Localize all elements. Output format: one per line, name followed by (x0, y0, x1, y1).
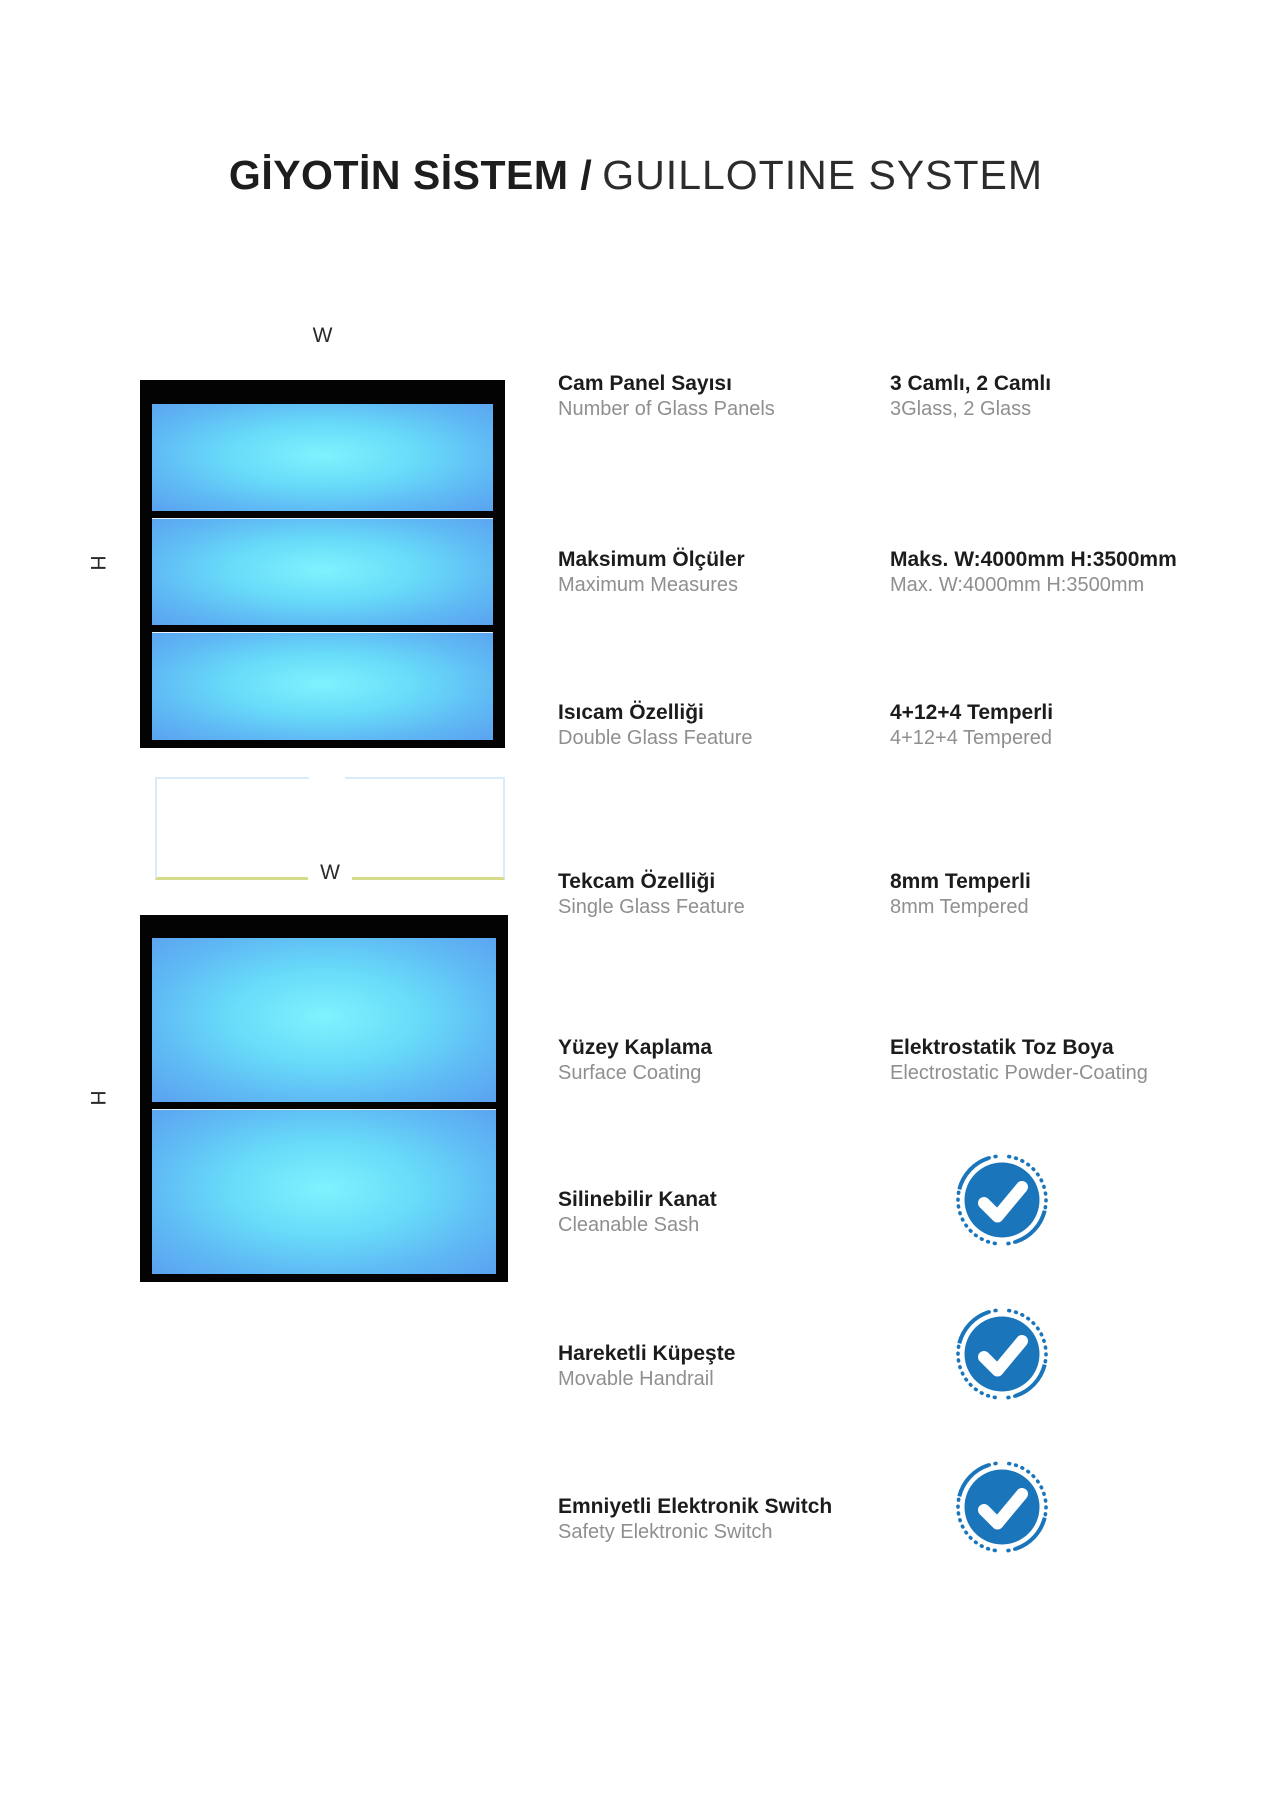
spec-value-turkish: 3 Camlı, 2 Camlı (890, 372, 1052, 395)
check-icon (954, 1152, 1050, 1248)
spec-label-english: Number of Glass Panels (558, 398, 775, 420)
spec-label-english: Single Glass Feature (558, 896, 745, 918)
diagram1-width-label: W (312, 324, 333, 347)
spec-label-english: Maximum Measures (558, 574, 739, 596)
spec-row (558, 547, 1218, 597)
spec-label-turkish: Silinebilir Kanat (558, 1188, 717, 1211)
diagram-three-panel-window (140, 380, 505, 748)
spec-label-english: Safety Elektronic Switch (558, 1521, 773, 1543)
spec-label (558, 1187, 1218, 1237)
spec-value-english: 3Glass, 2 Glass (890, 398, 1032, 420)
spec-row (558, 371, 1218, 421)
spec-value (890, 869, 1031, 919)
spec-value-english: 4+12+4 Tempered (890, 727, 1052, 749)
spec-label-english: Surface Coating (558, 1062, 702, 1084)
spec-value-turkish: Maks. W:4000mm H:3500mm (890, 548, 1177, 571)
spec-label (558, 371, 1218, 421)
spec-value-english: Max. W:4000mm H:3500mm (890, 574, 1145, 596)
spec-row (558, 1494, 1218, 1544)
spec-label-english: Double Glass Feature (558, 727, 753, 749)
glass-pane (152, 632, 493, 740)
spec-label (558, 1341, 1218, 1391)
spec-label-turkish: Tekcam Özelliği (558, 870, 716, 893)
sash-handle-notch (309, 775, 345, 783)
spec-value (890, 1035, 1148, 1085)
spec-row (558, 1341, 1218, 1391)
glass-pane (152, 1109, 496, 1274)
spec-label-turkish: Hareketli Küpeşte (558, 1342, 736, 1365)
spec-value-turkish: 8mm Temperli (890, 870, 1031, 893)
spec-label-english: Movable Handrail (558, 1368, 714, 1390)
diagram2-height-label: H (86, 1090, 109, 1106)
spec-row (558, 1035, 1218, 1085)
spec-value-english: Electrostatic Powder-Coating (890, 1062, 1148, 1084)
spec-label (558, 869, 1218, 919)
page-title-turkish: GİYOTİN SİSTEM / (228, 152, 593, 198)
spec-row (558, 869, 1218, 919)
spec-label-english: Cleanable Sash (558, 1214, 700, 1236)
spec-value-turkish: 4+12+4 Temperli (890, 701, 1054, 724)
check-icon (954, 1306, 1050, 1402)
spec-label-turkish: Maksimum Ölçüler (558, 548, 745, 571)
diagram2-width-label: W (308, 861, 352, 885)
spec-value (890, 371, 1051, 421)
spec-label-turkish: Emniyetli Elektronik Switch (558, 1495, 833, 1518)
page-title (0, 152, 1272, 199)
spec-value (890, 700, 1053, 750)
spec-value-english: 8mm Tempered (890, 896, 1029, 918)
spec-row (558, 700, 1218, 750)
check-icon (954, 1459, 1050, 1555)
spec-label-turkish: Cam Panel Sayısı (558, 372, 732, 395)
spec-label (558, 1494, 1218, 1544)
diagram-two-panel-window (140, 915, 508, 1282)
spec-row (558, 1187, 1218, 1237)
glass-pane (152, 938, 496, 1102)
diagram1-height-label: H (86, 555, 109, 571)
glass-pane (152, 404, 493, 511)
spec-label-turkish: Isıcam Özelliği (558, 701, 704, 724)
spec-label (558, 700, 1218, 750)
page-title-english: GUILLOTINE SYSTEM (602, 152, 1044, 198)
glass-pane (152, 518, 493, 626)
spec-value (890, 547, 1177, 597)
spec-label-turkish: Yüzey Kaplama (558, 1036, 713, 1059)
spec-value-turkish: Elektrostatik Toz Boya (890, 1036, 1114, 1059)
